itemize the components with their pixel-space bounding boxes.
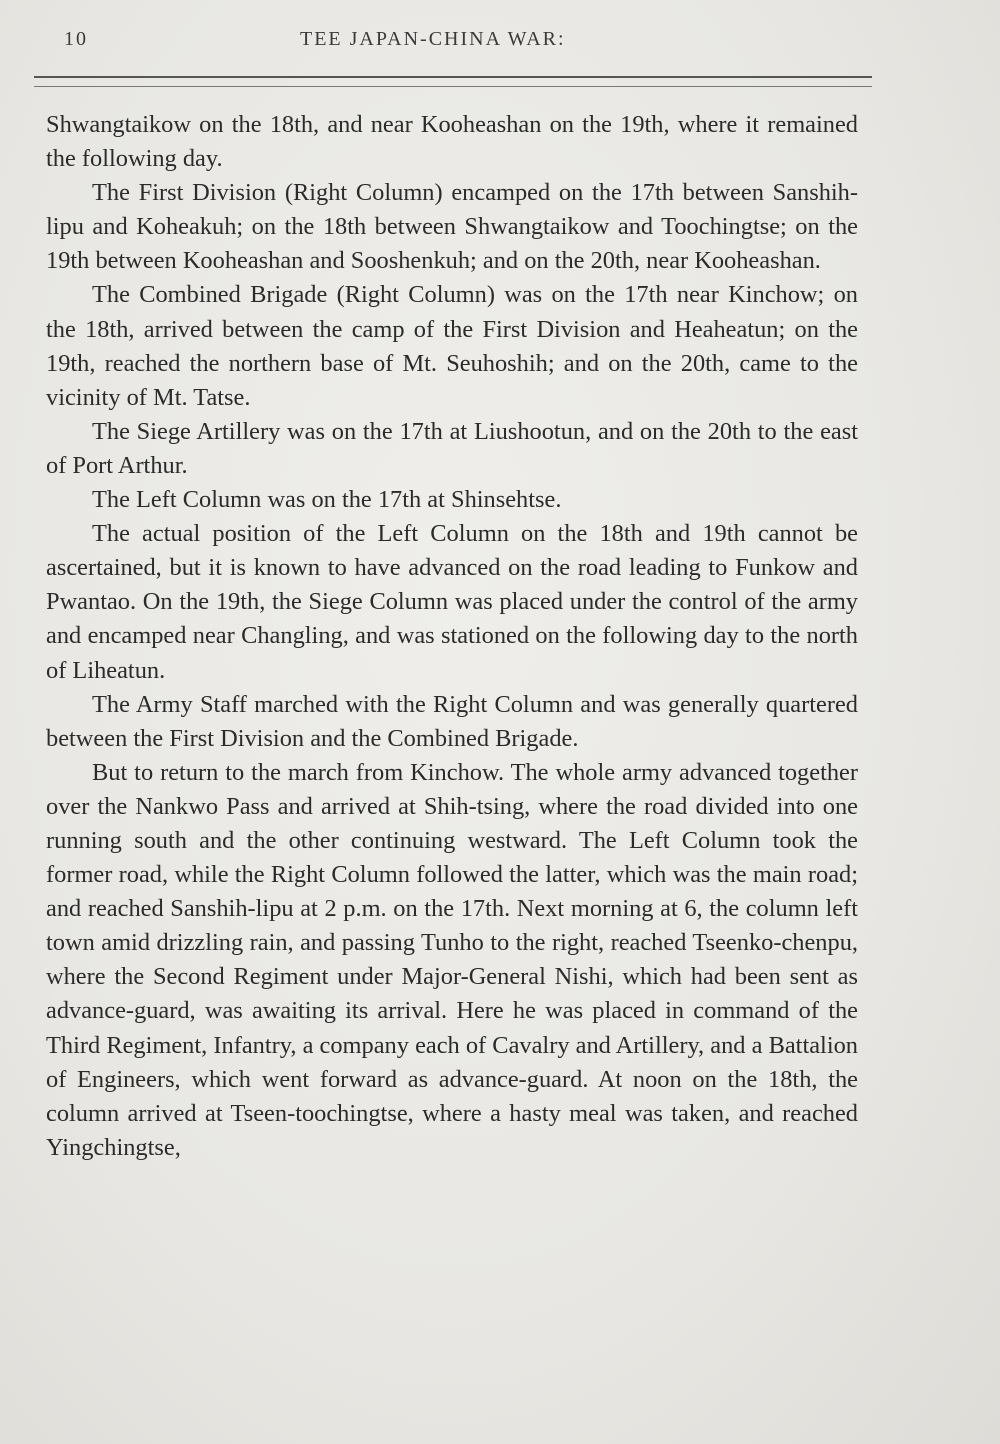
paragraph: The Left Column was on the 17th at Shinsehtse. (92, 486, 562, 514)
page-number: 10 (64, 28, 88, 50)
running-head: TEE JAPAN-CHINA WAR: (300, 28, 566, 50)
page-header (64, 28, 872, 58)
body-text (46, 108, 858, 1165)
paragraph: The Combined Brigade (Right Column) was on the 17th near Kinchow; on the 18th, arrived between the camp of the First Division and Heaheatun; on the 19th, reached the northern base of Mt. Seuhoshih; and on the 20th, came to the vicinity of Mt. Tatse. (46, 281, 858, 411)
paragraph: The Siege Artillery was on the 17th at Liushootun, and on the 20th to the east of Port Arthur. (46, 417, 858, 479)
paragraph: Shwangtaikow on the 18th, and near Kooheashan on the 19th, where it remained the following day. (46, 111, 858, 173)
paragraph: The First Division (Right Column) encamped on the 17th between Sanshih-lipu and Koheakuh; on the 18th between Shwangtaikow and Toochingtse; on the 19th between Kooheashan and Sooshenkuh; and on the 20th, near Kooheashan. (46, 179, 858, 275)
paragraph: But to return to the march from Kinchow. The whole army advanced together over the Nankwo Pass and arrived at Shih-tsing, where the road divided into one running south and the other continuing westward. The Left Column took the former road, while the Right Column followed the latter, which was the main road; and reached Sanshih-lipu at 2 p.m. on the 17th. Next morning at 6, the column left town amid drizzling rain, and passing Tunho to the right, reached Tseenko-chenpu, where the Second Regiment under Major-General Nishi, which had been sent as advance-guard, was awaiting its arrival. Here he was placed in command of the Third Regiment, Infantry, a company each of Cavalry and Artillery, and a Battalion of Engineers, which went forward as advance-guard. At noon on the 18th, the column arrived at Tseen-toochingtse, where a hasty meal was taken, and reached Yingchingtse, (46, 758, 858, 1161)
paragraph: The Army Staff marched with the Right Column and was generally quartered between the First Division and the Combined Brigade. (46, 690, 858, 752)
header-rule (34, 76, 872, 78)
paragraph: The actual position of the Left Column on the 18th and 19th cannot be ascertained, but it is known to have advanced on the road leading to Funkow and Pwantao. On the 19th, the Siege Column was placed under the control of the army and encamped near Changling, and was stationed on the following day to the north of Liheatun. (46, 520, 858, 684)
header-rule-thin (34, 86, 872, 87)
